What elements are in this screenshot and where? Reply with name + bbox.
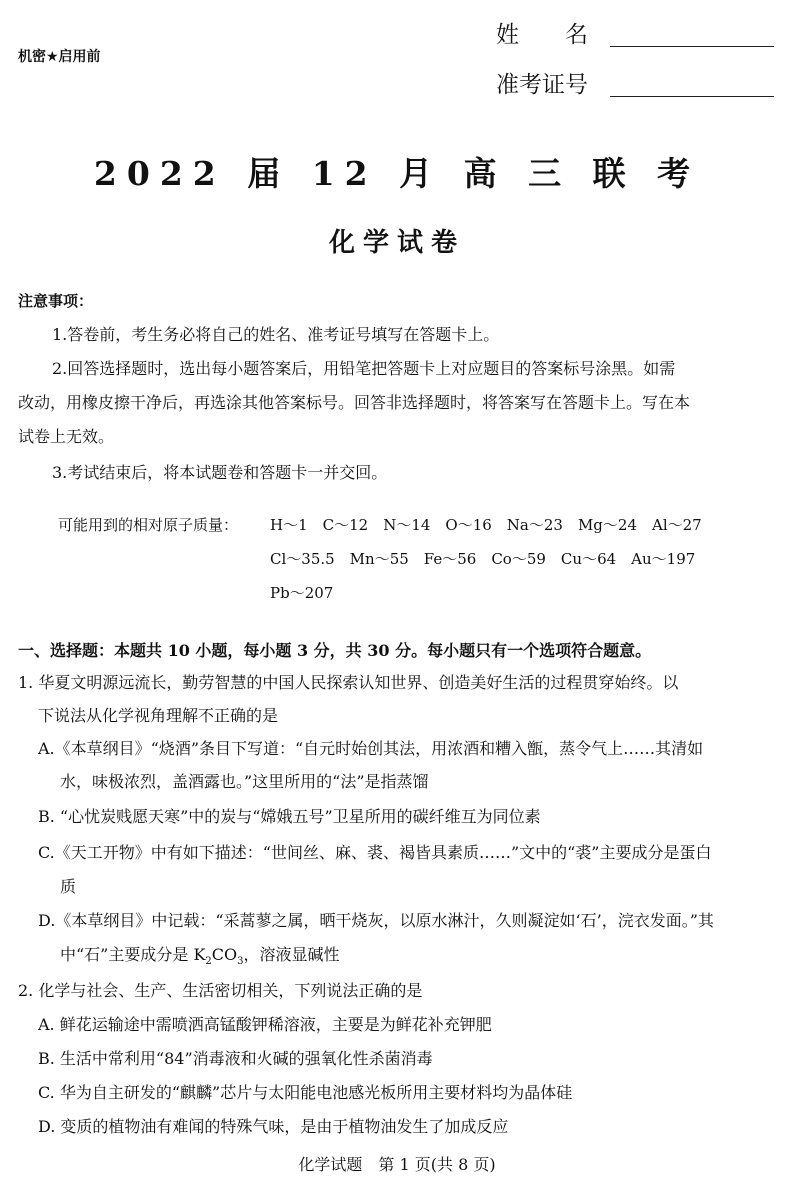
- atomic-mass-line: Pb～207: [270, 584, 334, 602]
- note-item: 改动，用橡皮擦干净后，再选涂其他答案标号。回答非选择题时，将答案写在答题卡上。写在本: [18, 393, 691, 412]
- page-footer: 化学试题 第 1 页(共 8 页): [298, 1155, 496, 1174]
- name-field-line[interactable]: [610, 46, 774, 47]
- question-1-option-a: A.《本草纲目》“烧酒”条目下写道：“自元时始创其法，用浓酒和糟入甑，蒸令气上……其清如: [38, 739, 704, 758]
- note-item: 试卷上无效。: [18, 427, 115, 446]
- question-2-option-c: C. 华为自主研发的“麒麟”芯片与太阳能电池感光板所用主要材料均为晶体硅: [38, 1083, 573, 1102]
- name-label: 姓 名: [496, 22, 588, 48]
- question-2-stem: 2. 化学与社会、生产、生活密切相关，下列说法正确的是: [18, 981, 423, 1000]
- question-1-option-d: D.《本草纲目》中记载：“采蒿蓼之属，晒干烧灰，以原水淋汁，久则凝淀如‘石’，浣衣发面。”其: [38, 911, 714, 930]
- question-2-option-b: B. 生活中常利用“84”消毒液和火碱的强氧化性杀菌消毒: [38, 1049, 433, 1068]
- formula-text: 中“石”主要成分是 K: [60, 945, 206, 964]
- formula-subscript: 3: [237, 956, 244, 968]
- question-1-stem: 1. 华夏文明源远流长，勤劳智慧的中国人民探索认知世界、创造美好生活的过程贯穿始终。以: [18, 673, 679, 692]
- question-2-option-d: D. 变质的植物油有难闻的特殊气味，是由于植物油发生了加成反应: [38, 1117, 509, 1136]
- question-1-option-c: 质: [60, 877, 77, 896]
- exam-title: 2022 届 12 月 高 三 联 考: [93, 154, 701, 193]
- question-1-option-c: C.《天工开物》中有如下描述：“世间丝、麻、裘、褐皆具素质……”文中的“裘”主要成分是蛋白: [38, 843, 712, 862]
- section-heading: 一、选择题：本题共 10 小题，每小题 3 分，共 30 分。每小题只有一个选项符合题意。: [18, 641, 652, 660]
- atomic-mass-line: H～1 C～12 N～14 O～16 Na～23 Mg～24 Al～27: [270, 516, 702, 534]
- confidential-label: 机密★启用前: [18, 49, 101, 65]
- formula-text: CO: [211, 945, 238, 964]
- exam-subtitle: 化学试卷: [328, 228, 465, 258]
- notes-heading: 注意事项：: [18, 292, 94, 310]
- formula-subscript: 2: [205, 956, 212, 968]
- atomic-mass-label: 可能用到的相对原子质量：: [58, 516, 239, 534]
- question-1-option-b: B. “心忧炭贱愿天寒”中的炭与“嫦娥五号”卫星所用的碳纤维互为同位素: [38, 807, 541, 826]
- exam-number-field-line[interactable]: [610, 96, 774, 97]
- exam-number-label: 准考证号: [496, 72, 588, 98]
- atomic-mass-line: Cl～35.5 Mn～55 Fe～56 Co～59 Cu～64 Au～197: [270, 550, 696, 568]
- note-item: 3.考试结束后，将本试题卷和答题卡一并交回。: [52, 463, 388, 482]
- question-2-option-a: A. 鲜花运输途中需喷洒高锰酸钾稀溶液，主要是为鲜花补充钾肥: [38, 1015, 492, 1034]
- note-item: 1.答卷前，考生务必将自己的姓名、准考证号填写在答题卡上。: [52, 325, 500, 344]
- question-1-option-a: 水，味极浓烈，盖酒露也。”这里所用的“法”是指蒸馏: [60, 772, 429, 791]
- formula-text: ，溶液显碱性: [243, 945, 340, 964]
- note-item: 2.回答选择题时，选出每小题答案后，用铅笔把答题卡上对应题目的答案标号涂黑。如需: [52, 359, 676, 378]
- question-1-stem: 下说法从化学视角理解不正确的是: [38, 706, 279, 725]
- question-1-option-d: [60, 942, 340, 975]
